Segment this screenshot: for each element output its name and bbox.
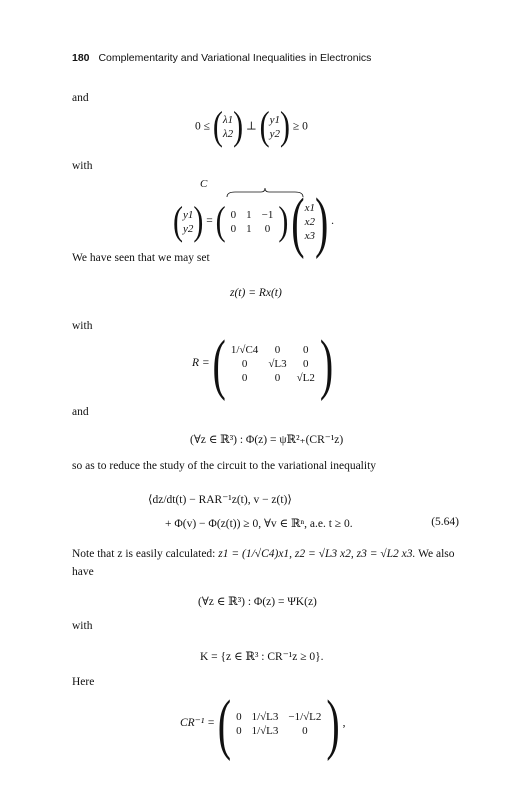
equation-phi: (∀z ∈ ℝ³) : Φ(z) = ψℝ²₊(CR⁻¹z): [190, 434, 344, 446]
running-header: [72, 52, 371, 64]
z-components: z1 = (1/√C4)x1, z2 = √L3 x2, z3 = √L2 x3.: [218, 548, 416, 560]
text-here: Here: [72, 676, 95, 688]
brace-label-c: C: [200, 178, 208, 190]
text-and-1: and: [72, 92, 89, 104]
y-vector: y1 y2: [269, 114, 281, 140]
matrix-cr-inverse: 0 1/√L3 −1/√L2 0 1/√L3 0: [236, 710, 322, 737]
text-so-as: so as to reduce the study of the circuit to the variational inequality: [72, 460, 377, 472]
matrix-c: 0 1 −1 0 1 0: [230, 208, 274, 235]
equation-vi-line-1: ⟨dz/dt(t) − RAR⁻¹z(t), v − z(t)⟩: [148, 494, 292, 506]
equation-number: (5.64): [431, 516, 459, 528]
running-title: Complementarity and Variational Inequalities in Electronics: [98, 52, 372, 64]
equation-z-rx: z(t) = Rx(t): [230, 287, 282, 299]
text-seen: We have seen that we may set: [72, 252, 210, 264]
equation-k-set: K = {z ∈ ℝ³ : CR⁻¹z ≥ 0}.: [200, 651, 324, 663]
text-with-2: with: [72, 320, 93, 332]
text-with-3: with: [72, 620, 93, 632]
equation-cr-inverse: CR⁻¹ = ( 0 1/√L3 −1/√L2 0 1/√L3 0 ) ,: [180, 685, 346, 762]
y-vector: y1 y2: [183, 208, 194, 235]
text-note: Note that z is easily calculated: z1 = (1/√C4)x1, z2 = √L3 x2, z3 = √L2 x3. We also: [72, 548, 455, 560]
equation-vi-line-2: + Φ(v) − Φ(z(t)) ≥ 0, ∀v ∈ ℝⁿ, a.e. t ≥ 0.: [165, 518, 353, 530]
equation-complementarity: 0 ≤ (λ1 λ2) ⊥ (y1 y2) ≥ 0: [195, 104, 308, 149]
text-have: have: [72, 566, 94, 578]
x-vector: x1 x2 x3: [304, 201, 315, 242]
lambda-vector: λ1 λ2: [222, 114, 234, 140]
text-with-1: with: [72, 160, 93, 172]
equation-y-cx: (y1 y2) = ( 0 1 −1 0 1 0 ) (x1 x2 x3) .: [173, 183, 335, 260]
page-number: 180: [72, 52, 90, 64]
text-and-2: and: [72, 406, 89, 418]
equation-phi-k: (∀z ∈ ℝ³) : Φ(z) = ΨK(z): [198, 596, 317, 608]
matrix-r: 1/√C4 0 0 0 √L3 0 0 0 √L2: [230, 343, 315, 384]
equation-r-matrix: R = ( 1/√C4 0 0 0 √L3 0 0 0 √L2 ): [192, 325, 334, 402]
